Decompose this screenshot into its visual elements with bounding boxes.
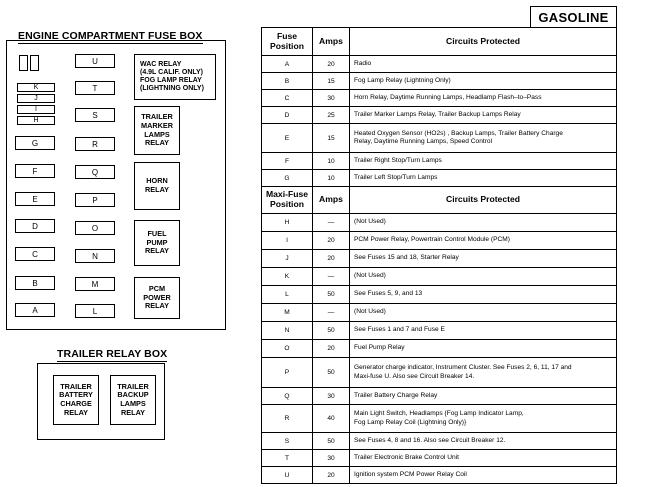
engine-fuse-box-title: ENGINE COMPARTMENT FUSE BOX — [18, 30, 203, 42]
fuse-slot-blank — [19, 55, 28, 71]
fuse-position: D — [262, 107, 313, 124]
fuse-slot-h: H — [17, 116, 55, 125]
circuits-protected: (Not Used) — [350, 268, 617, 286]
circuits-protected: Trailer Battery Charge Relay — [350, 388, 617, 405]
circuits-protected: Trailer Electronic Brake Control Unit — [350, 450, 617, 467]
fuse-position: E — [262, 124, 313, 153]
fuse-position: U — [262, 467, 313, 484]
table-row — [262, 56, 617, 73]
fuse-slot-u: U — [75, 54, 115, 68]
fuse-slot-blank — [30, 55, 39, 71]
header-position: Maxi-Fuse Position — [262, 187, 313, 214]
circuits-protected: Generator charge indicator, Instrument Cluster. See Fuses 2, 6, 11, 17 and Maxi-fuse U. Also see Circuit Breaker 14. — [350, 358, 617, 388]
fuse-slot-g: G — [15, 136, 55, 150]
fuse-amps: 30 — [313, 450, 350, 467]
fuse-position: T — [262, 450, 313, 467]
fuse-amps: 20 — [313, 232, 350, 250]
fuse-position: S — [262, 433, 313, 450]
fuse-amps: 20 — [313, 340, 350, 358]
table-row — [262, 405, 617, 433]
fuse-slot-a: A — [15, 303, 55, 317]
fuse-position: I — [262, 232, 313, 250]
table-row — [262, 450, 617, 467]
table-row — [262, 433, 617, 450]
fuse-amps: 20 — [313, 250, 350, 268]
table-row — [262, 107, 617, 124]
fuse-slot-c: C — [15, 247, 55, 261]
fuse-slot-j: J — [17, 94, 55, 103]
fuse-position: M — [262, 304, 313, 322]
pcm-power-relay: PCM POWER RELAY — [134, 277, 180, 319]
circuits-protected: Heated Oxygen Sensor (HO2s) , Backup Lamps, Trailer Battery Charge Relay, Daytime Running Lamps, Speed Control — [350, 124, 617, 153]
table-row — [262, 322, 617, 340]
circuits-protected: (Not Used) — [350, 214, 617, 232]
circuits-protected: Fuel Pump Relay — [350, 340, 617, 358]
fuse-position: B — [262, 73, 313, 90]
table-row — [262, 170, 617, 187]
fuse-amps: 40 — [313, 405, 350, 433]
fuse-slot-l: L — [75, 304, 115, 318]
fuse-position: H — [262, 214, 313, 232]
fuse-amps: 20 — [313, 56, 350, 73]
gasoline-label: GASOLINE — [530, 6, 617, 28]
fuse-table-body — [262, 28, 617, 484]
trailer-relay-box-title: TRAILER RELAY BOX — [57, 348, 168, 360]
table-row — [262, 214, 617, 232]
fuse-amps: 15 — [313, 73, 350, 90]
circuits-protected: Trailer Right Stop/Turn Lamps — [350, 153, 617, 170]
fuel-pump-relay: FUEL PUMP RELAY — [134, 220, 180, 266]
fuse-amps: 30 — [313, 90, 350, 107]
table-row — [262, 286, 617, 304]
fuse-table-header — [262, 28, 617, 56]
table-row — [262, 388, 617, 405]
table-row — [262, 268, 617, 286]
fuse-slot-m: M — [75, 277, 115, 291]
fuse-position: A — [262, 56, 313, 73]
fuse-position: K — [262, 268, 313, 286]
fuse-slot-q: Q — [75, 165, 115, 179]
fuse-amps: 50 — [313, 322, 350, 340]
circuits-protected: Radio — [350, 56, 617, 73]
fuse-position: F — [262, 153, 313, 170]
fuse-slot-k: K — [17, 83, 55, 92]
fuse-amps: 50 — [313, 358, 350, 388]
table-row — [262, 73, 617, 90]
fuse-amps: 50 — [313, 286, 350, 304]
table-row — [262, 467, 617, 484]
circuits-protected: (Not Used) — [350, 304, 617, 322]
table-row — [262, 124, 617, 153]
fuse-amps: — — [313, 268, 350, 286]
fuse-slot-i: I — [17, 105, 55, 114]
fuse-amps: 10 — [313, 153, 350, 170]
maxi-fuse-table-header — [262, 187, 617, 214]
fuse-amps: 50 — [313, 433, 350, 450]
fuse-table — [261, 27, 617, 484]
fuse-position: P — [262, 358, 313, 388]
table-row — [262, 153, 617, 170]
horn-relay: HORN RELAY — [134, 162, 180, 210]
table-row — [262, 304, 617, 322]
fuse-position: Q — [262, 388, 313, 405]
fuse-slot-s: S — [75, 108, 115, 122]
table-row — [262, 90, 617, 107]
fuse-amps: 30 — [313, 388, 350, 405]
circuits-protected: See Fuses 15 and 18, Starter Relay — [350, 250, 617, 268]
table-row — [262, 358, 617, 388]
header-position: Fuse Position — [262, 28, 313, 56]
trailer-marker-lamps-relay: TRAILER MARKER LAMPS RELAY — [134, 106, 180, 155]
fuse-slot-e: E — [15, 192, 55, 206]
trailer-backup-lamps-relay: TRAILER BACKUP LAMPS RELAY — [110, 375, 156, 425]
circuits-protected: Horn Relay, Daytime Running Lamps, Headlamp Flash–to–Pass — [350, 90, 617, 107]
fuse-position: G — [262, 170, 313, 187]
fuse-position: N — [262, 322, 313, 340]
circuits-protected: Ignition system PCM Power Relay Coil — [350, 467, 617, 484]
circuits-protected: See Fuses 4, 8 and 16. Also see Circuit Breaker 12. — [350, 433, 617, 450]
circuits-protected: Trailer Left Stop/Turn Lamps — [350, 170, 617, 187]
fuse-amps: — — [313, 304, 350, 322]
fuse-amps: 10 — [313, 170, 350, 187]
circuits-protected: Trailer Marker Lamps Relay, Trailer Backup Lamps Relay — [350, 107, 617, 124]
circuits-protected: See Fuses 5, 9, and 13 — [350, 286, 617, 304]
fuse-slot-f: F — [15, 164, 55, 178]
fuse-slot-d: D — [15, 219, 55, 233]
fuse-slot-o: O — [75, 221, 115, 235]
trailer-battery-charge-relay: TRAILER BATTERY CHARGE RELAY — [53, 375, 99, 425]
fuse-position: O — [262, 340, 313, 358]
fuse-slot-r: R — [75, 137, 115, 151]
fuse-position: L — [262, 286, 313, 304]
circuits-protected: See Fuses 1 and 7 and Fuse E — [350, 322, 617, 340]
circuits-protected: Fog Lamp Relay (Lightning Only) — [350, 73, 617, 90]
fuse-position: R — [262, 405, 313, 433]
fuse-amps: 15 — [313, 124, 350, 153]
header-amps: Amps — [313, 28, 350, 56]
fuse-position: J — [262, 250, 313, 268]
circuits-protected: PCM Power Relay, Powertrain Control Module (PCM) — [350, 232, 617, 250]
fuse-amps: 20 — [313, 467, 350, 484]
table-row — [262, 250, 617, 268]
wac-fog-lamp-relay: WAC RELAY (4.9L CALIF. ONLY) FOG LAMP RELAY (LIGHTNING ONLY) — [134, 54, 216, 100]
fuse-amps: 25 — [313, 107, 350, 124]
fuse-slot-b: B — [15, 276, 55, 290]
circuits-protected: Main Light Switch, Headlamps {Fog Lamp Indicator Lamp, Fog Lamp Relay Coil (Lightning Only)} — [350, 405, 617, 433]
header-circuits-protected: Circuits Protected — [350, 28, 617, 56]
table-row — [262, 340, 617, 358]
fuse-amps: — — [313, 214, 350, 232]
fuse-slot-p: P — [75, 193, 115, 207]
fuse-slot-t: T — [75, 81, 115, 95]
fuse-slot-n: N — [75, 249, 115, 263]
fuse-position: C — [262, 90, 313, 107]
table-row — [262, 232, 617, 250]
header-amps: Amps — [313, 187, 350, 214]
header-circuits-protected: Circuits Protected — [350, 187, 617, 214]
